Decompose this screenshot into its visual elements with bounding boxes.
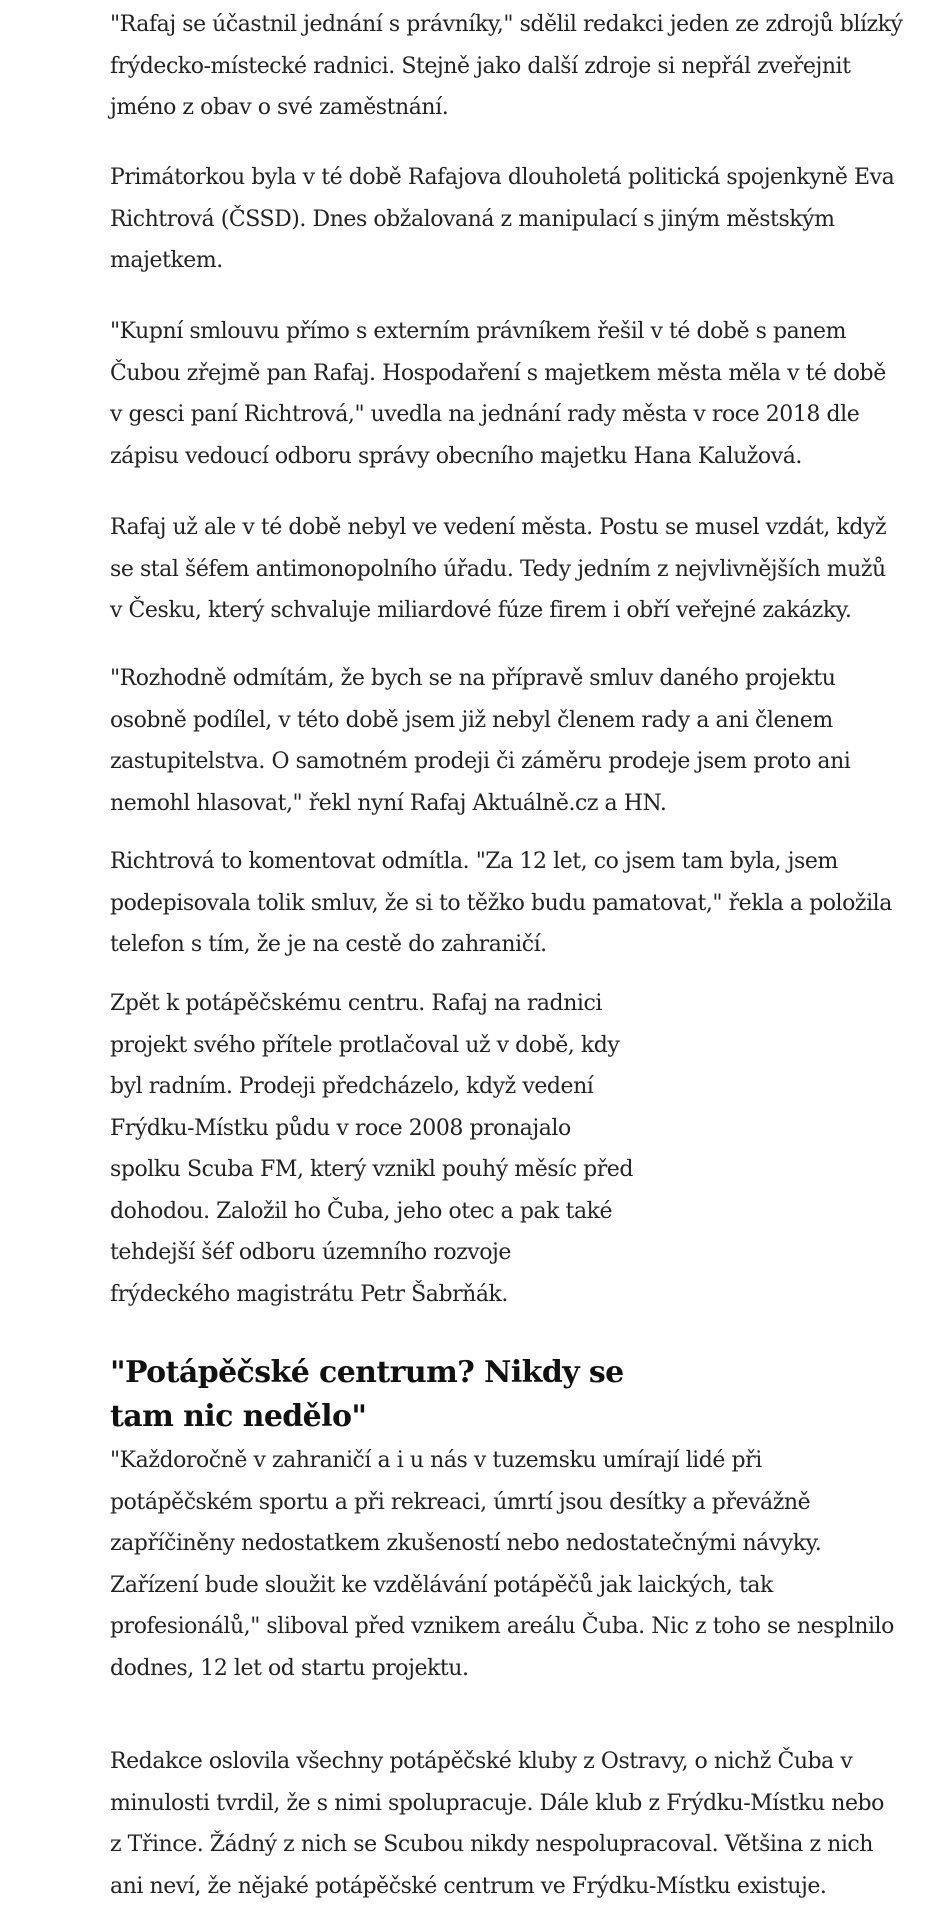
paragraph-cuba-promise — [110, 1440, 894, 1689]
text-line: telefon s tím, že je na cestě do zahraničí. — [110, 932, 547, 957]
text-line: "Rafaj se účastnil jednání s právníky," sdělil redakci jeden ze zdrojů blízký — [110, 12, 903, 37]
text-line: dohodou. Založil ho Čuba, jeho otec a pak také — [110, 1198, 613, 1224]
text-line: spolku Scuba FM, který vznikl pouhý měsíc před — [110, 1157, 634, 1182]
paragraph-rafaj-quote — [110, 658, 850, 824]
heading-line: "Potápěčské centrum? Nikdy se — [110, 1355, 624, 1390]
text-line: Zařízení bude sloužit ke vzdělávání potápěčů jak laických, tak — [110, 1572, 773, 1598]
text-line: minulosti tvrdil, že s nimi spolupracuje. Dále klub z Frýdku-Místku nebo — [110, 1790, 884, 1816]
text-line: majetkem. — [110, 248, 223, 273]
paragraph-diving-center-history — [110, 983, 633, 1315]
text-line: z Třince. Žádný z nich se Scubou nikdy nespolupracoval. Většina z nich — [110, 1832, 874, 1857]
text-line: profesionálů," sliboval před vznikem areálu Čuba. Nic z toho se nesplnilo — [110, 1614, 894, 1639]
text-line: v gesci paní Richtrová," uvedla na jednání rady města v roce 2018 dle — [110, 402, 860, 427]
text-line: se stal šéfem antimonopolního úřadu. Tedy jedním z nejvlivnějších mužů — [110, 556, 886, 582]
text-line: Richtrová to komentovat odmítla. "Za 12 let, co jsem tam byla, jsem — [110, 849, 838, 874]
text-line: dodnes, 12 let od startu projektu. — [110, 1655, 469, 1681]
text-line: v Česku, který schvaluje miliardové fúze firem i obří veřejné zakázky. — [110, 598, 852, 623]
text-line: "Kupní smlouvu přímo s externím právníkem řešil v té době s panem — [110, 319, 847, 344]
text-line: frýdeckého magistrátu Petr Šabrňák. — [110, 1281, 508, 1307]
text-line: Čubou zřejmě pan Rafaj. Hospodaření s majetkem města měla v té době — [110, 360, 886, 386]
text-line: podepisovala tolik smluv, že si to těžko budu pamatovat," řekla a položila — [110, 890, 892, 916]
text-line: ani neví, že nějaké potápěčské centrum ve Frýdku-Místku existuje. — [110, 1873, 827, 1899]
text-line: osobně podílel, v této době jsem již nebyl členem rady a ani členem — [110, 707, 833, 733]
paragraph-lawyers-meeting — [110, 4, 903, 129]
text-line: Frýdku-Místku půdu v roce 2008 pronajalo — [110, 1115, 571, 1141]
text-line: Zpět k potápěčskému centru. Rafaj na radnici — [110, 991, 602, 1016]
section-heading — [110, 1351, 624, 1439]
text-line: nemohl hlasovat," řekl nyní Rafaj Aktuálně.cz a HN. — [110, 790, 667, 816]
text-line: zastupitelstva. O samotném prodeji či záměru prodeje jsem proto ani — [110, 749, 851, 774]
text-line: tehdejší šéf odboru územního rozvoje — [110, 1240, 511, 1265]
text-line: Primátorkou byla v té době Rafajova dlouholetá politická spojenkyně Eva — [110, 165, 895, 190]
text-line: byl radním. Prodeji předcházelo, když vedení — [110, 1074, 594, 1099]
text-line: projekt svého přítele protlačoval už v době, kdy — [110, 1032, 620, 1058]
heading-line: tam nic nedělo" — [110, 1399, 367, 1434]
text-line: Rafaj už ale v té době nebyl ve vedení města. Postu se musel vzdát, když — [110, 515, 887, 540]
text-line: frýdecko-místecké radnici. Stejně jako další zdroje si nepřál zveřejnit — [110, 53, 851, 79]
text-line: zapříčiněny nedostatkem zkušeností nebo nedostatečnými návyky. — [110, 1531, 822, 1556]
paragraph-purchase-contract — [110, 311, 886, 477]
paragraph-mayor — [110, 157, 894, 282]
text-line: zápisu vedoucí odboru správy obecního majetku Hana Kalužová. — [110, 443, 802, 469]
text-line: potápěčském sportu a při rekreaci, úmrtí jsou desítky a převážně — [110, 1489, 811, 1515]
text-line: jméno z obav o své zaměstnání. — [110, 95, 449, 120]
text-line: "Rozhodně odmítám, že bych se na přípravě smluv daného projektu — [110, 666, 836, 691]
text-line: "Každoročně v zahraničí a i u nás v tuzemsku umírají lidé při — [110, 1448, 762, 1473]
paragraph-antimonopoly-office — [110, 507, 886, 632]
paragraph-richtrova-comment — [110, 841, 892, 966]
text-line: Redakce oslovila všechny potápěčské kluby z Ostravy, o nichž Čuba v — [110, 1749, 853, 1774]
text-line: Richtrová (ČSSD). Dnes obžalovaná z manipulací s jiným městským — [110, 206, 835, 232]
paragraph-diving-clubs — [110, 1741, 884, 1907]
